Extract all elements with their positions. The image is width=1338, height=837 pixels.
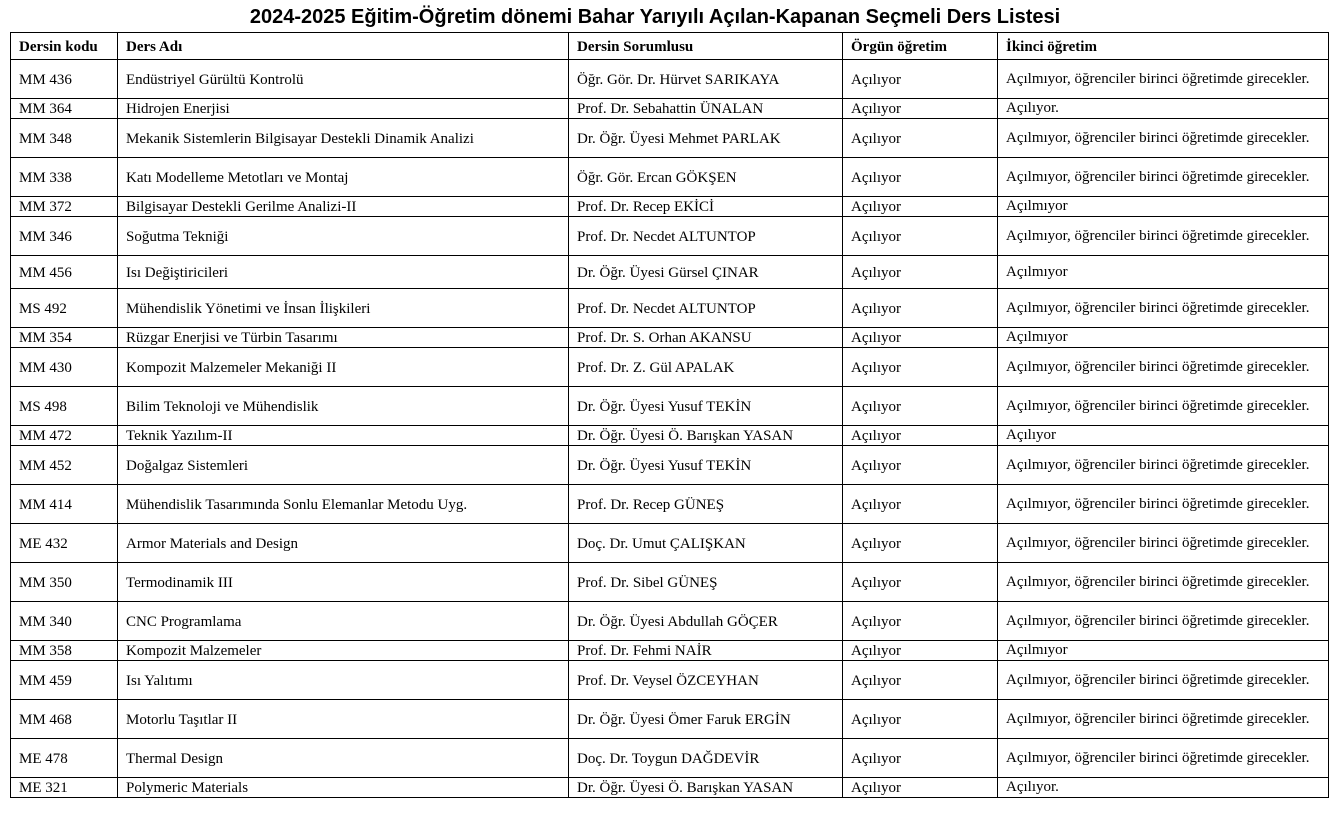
evening-status-cell: Açılmıyor, öğrenciler birinci öğretimde girecekler. bbox=[998, 700, 1329, 739]
course-name-cell: Teknik Yazılım-II bbox=[118, 426, 569, 446]
instructor-cell: Prof. Dr. S. Orhan AKANSU bbox=[569, 328, 843, 348]
table-row bbox=[11, 217, 1329, 256]
instructor-cell: Öğr. Gör. Dr. Hürvet SARIKAYA bbox=[569, 60, 843, 99]
course-name-cell: Thermal Design bbox=[118, 739, 569, 778]
evening-status-cell: Açılıyor. bbox=[998, 778, 1329, 798]
course-code-cell: MM 436 bbox=[11, 60, 118, 99]
course-name-cell: Katı Modelleme Metotları ve Montaj bbox=[118, 158, 569, 197]
course-code-cell: MM 452 bbox=[11, 446, 118, 485]
course-code-cell: MM 459 bbox=[11, 661, 118, 700]
instructor-cell: Doç. Dr. Umut ÇALIŞKAN bbox=[569, 524, 843, 563]
course-name-cell: Rüzgar Enerjisi ve Türbin Tasarımı bbox=[118, 328, 569, 348]
evening-status-cell: Açılmıyor bbox=[998, 197, 1329, 217]
instructor-cell: Öğr. Gör. Ercan GÖKŞEN bbox=[569, 158, 843, 197]
evening-status-cell: Açılmıyor, öğrenciler birinci öğretimde girecekler. bbox=[998, 119, 1329, 158]
formal-status-cell: Açılıyor bbox=[843, 289, 998, 328]
formal-status-cell: Açılıyor bbox=[843, 387, 998, 426]
formal-status-cell: Açılıyor bbox=[843, 700, 998, 739]
course-name-cell: Bilgisayar Destekli Gerilme Analizi-II bbox=[118, 197, 569, 217]
course-code-cell: MM 354 bbox=[11, 328, 118, 348]
instructor-cell: Prof. Dr. Necdet ALTUNTOP bbox=[569, 289, 843, 328]
course-code-cell: MM 468 bbox=[11, 700, 118, 739]
course-code-cell: MM 364 bbox=[11, 99, 118, 119]
formal-status-cell: Açılıyor bbox=[843, 602, 998, 641]
table-header-row bbox=[11, 33, 1329, 60]
column-header-instructor: Dersin Sorumlusu bbox=[569, 33, 843, 60]
formal-status-cell: Açılıyor bbox=[843, 446, 998, 485]
course-table bbox=[10, 32, 1329, 798]
course-name-cell: Termodinamik III bbox=[118, 563, 569, 602]
formal-status-cell: Açılıyor bbox=[843, 197, 998, 217]
course-code-cell: MM 414 bbox=[11, 485, 118, 524]
evening-status-cell: Açılmıyor, öğrenciler birinci öğretimde girecekler. bbox=[998, 602, 1329, 641]
table-row bbox=[11, 348, 1329, 387]
course-code-cell: ME 432 bbox=[11, 524, 118, 563]
course-code-cell: MM 456 bbox=[11, 256, 118, 289]
formal-status-cell: Açılıyor bbox=[843, 158, 998, 197]
evening-status-cell: Açılmıyor, öğrenciler birinci öğretimde girecekler. bbox=[998, 348, 1329, 387]
instructor-cell: Prof. Dr. Recep EKİCİ bbox=[569, 197, 843, 217]
course-code-cell: MM 346 bbox=[11, 217, 118, 256]
column-header-formal-education: Örgün öğretim bbox=[843, 33, 998, 60]
table-row bbox=[11, 426, 1329, 446]
instructor-cell: Prof. Dr. Veysel ÖZCEYHAN bbox=[569, 661, 843, 700]
course-name-cell: Soğutma Tekniği bbox=[118, 217, 569, 256]
page-title: 2024-2025 Eğitim-Öğretim dönemi Bahar Yarıyılı Açılan-Kapanan Seçmeli Ders Listesi bbox=[249, 6, 1061, 28]
instructor-cell: Prof. Dr. Z. Gül APALAK bbox=[569, 348, 843, 387]
course-name-cell: Kompozit Malzemeler Mekaniği II bbox=[118, 348, 569, 387]
instructor-cell: Prof. Dr. Sibel GÜNEŞ bbox=[569, 563, 843, 602]
table-row bbox=[11, 197, 1329, 217]
column-header-course-name: Ders Adı bbox=[118, 33, 569, 60]
table-row bbox=[11, 778, 1329, 798]
evening-status-cell: Açılmıyor, öğrenciler birinci öğretimde girecekler. bbox=[998, 739, 1329, 778]
formal-status-cell: Açılıyor bbox=[843, 217, 998, 256]
instructor-cell: Prof. Dr. Fehmi NAİR bbox=[569, 641, 843, 661]
course-code-cell: MM 358 bbox=[11, 641, 118, 661]
table-row bbox=[11, 446, 1329, 485]
evening-status-cell: Açılmıyor, öğrenciler birinci öğretimde girecekler. bbox=[998, 158, 1329, 197]
evening-status-cell: Açılmıyor bbox=[998, 328, 1329, 348]
course-name-cell: Isı Yalıtımı bbox=[118, 661, 569, 700]
table-row bbox=[11, 99, 1329, 119]
course-code-cell: MM 348 bbox=[11, 119, 118, 158]
formal-status-cell: Açılıyor bbox=[843, 524, 998, 563]
course-name-cell: Kompozit Malzemeler bbox=[118, 641, 569, 661]
table-row bbox=[11, 387, 1329, 426]
formal-status-cell: Açılıyor bbox=[843, 99, 998, 119]
formal-status-cell: Açılıyor bbox=[843, 60, 998, 99]
instructor-cell: Prof. Dr. Sebahattin ÜNALAN bbox=[569, 99, 843, 119]
course-code-cell: MM 430 bbox=[11, 348, 118, 387]
course-code-cell: MM 372 bbox=[11, 197, 118, 217]
formal-status-cell: Açılıyor bbox=[843, 485, 998, 524]
evening-status-cell: Açılmıyor, öğrenciler birinci öğretimde girecekler. bbox=[998, 661, 1329, 700]
course-name-cell: Bilim Teknoloji ve Mühendislik bbox=[118, 387, 569, 426]
course-name-cell: Hidrojen Enerjisi bbox=[118, 99, 569, 119]
instructor-cell: Dr. Öğr. Üyesi Abdullah GÖÇER bbox=[569, 602, 843, 641]
evening-status-cell: Açılmıyor, öğrenciler birinci öğretimde girecekler. bbox=[998, 387, 1329, 426]
instructor-cell: Dr. Öğr. Üyesi Gürsel ÇINAR bbox=[569, 256, 843, 289]
formal-status-cell: Açılıyor bbox=[843, 348, 998, 387]
evening-status-cell: Açılmıyor bbox=[998, 641, 1329, 661]
course-code-cell: MM 350 bbox=[11, 563, 118, 602]
column-header-evening-education: İkinci öğretim bbox=[998, 33, 1329, 60]
instructor-cell: Dr. Öğr. Üyesi Ömer Faruk ERGİN bbox=[569, 700, 843, 739]
table-row bbox=[11, 641, 1329, 661]
table-row bbox=[11, 739, 1329, 778]
course-code-cell: MM 472 bbox=[11, 426, 118, 446]
course-name-cell: Mekanik Sistemlerin Bilgisayar Destekli Dinamik Analizi bbox=[118, 119, 569, 158]
column-header-course-code: Dersin kodu bbox=[11, 33, 118, 60]
instructor-cell: Dr. Öğr. Üyesi Ö. Barışkan YASAN bbox=[569, 778, 843, 798]
course-name-cell: Motorlu Taşıtlar II bbox=[118, 700, 569, 739]
instructor-cell: Dr. Öğr. Üyesi Ö. Barışkan YASAN bbox=[569, 426, 843, 446]
evening-status-cell: Açılmıyor, öğrenciler birinci öğretimde girecekler. bbox=[998, 524, 1329, 563]
formal-status-cell: Açılıyor bbox=[843, 563, 998, 602]
table-row bbox=[11, 119, 1329, 158]
course-name-cell: Isı Değiştiricileri bbox=[118, 256, 569, 289]
course-code-cell: MS 492 bbox=[11, 289, 118, 328]
evening-status-cell: Açılmıyor, öğrenciler birinci öğretimde girecekler. bbox=[998, 485, 1329, 524]
table-row bbox=[11, 256, 1329, 289]
instructor-cell: Doç. Dr. Toygun DAĞDEVİR bbox=[569, 739, 843, 778]
formal-status-cell: Açılıyor bbox=[843, 426, 998, 446]
instructor-cell: Dr. Öğr. Üyesi Yusuf TEKİN bbox=[569, 387, 843, 426]
table-row bbox=[11, 524, 1329, 563]
table-row bbox=[11, 289, 1329, 328]
formal-status-cell: Açılıyor bbox=[843, 661, 998, 700]
course-name-cell: CNC Programlama bbox=[118, 602, 569, 641]
table-row bbox=[11, 563, 1329, 602]
table-row bbox=[11, 60, 1329, 99]
formal-status-cell: Açılıyor bbox=[843, 119, 998, 158]
course-code-cell: ME 478 bbox=[11, 739, 118, 778]
instructor-cell: Prof. Dr. Recep GÜNEŞ bbox=[569, 485, 843, 524]
evening-status-cell: Açılmıyor, öğrenciler birinci öğretimde girecekler. bbox=[998, 563, 1329, 602]
course-code-cell: MS 498 bbox=[11, 387, 118, 426]
course-name-cell: Armor Materials and Design bbox=[118, 524, 569, 563]
course-name-cell: Doğalgaz Sistemleri bbox=[118, 446, 569, 485]
table-row bbox=[11, 158, 1329, 197]
instructor-cell: Dr. Öğr. Üyesi Yusuf TEKİN bbox=[569, 446, 843, 485]
evening-status-cell: Açılmıyor, öğrenciler birinci öğretimde girecekler. bbox=[998, 217, 1329, 256]
course-name-cell: Mühendislik Tasarımında Sonlu Elemanlar Metodu Uyg. bbox=[118, 485, 569, 524]
formal-status-cell: Açılıyor bbox=[843, 778, 998, 798]
table-row bbox=[11, 328, 1329, 348]
table-row bbox=[11, 661, 1329, 700]
formal-status-cell: Açılıyor bbox=[843, 739, 998, 778]
course-name-cell: Mühendislik Yönetimi ve İnsan İlişkileri bbox=[118, 289, 569, 328]
evening-status-cell: Açılmıyor bbox=[998, 256, 1329, 289]
evening-status-cell: Açılıyor bbox=[998, 426, 1329, 446]
course-code-cell: MM 340 bbox=[11, 602, 118, 641]
evening-status-cell: Açılmıyor, öğrenciler birinci öğretimde girecekler. bbox=[998, 60, 1329, 99]
formal-status-cell: Açılıyor bbox=[843, 256, 998, 289]
instructor-cell: Dr. Öğr. Üyesi Mehmet PARLAK bbox=[569, 119, 843, 158]
formal-status-cell: Açılıyor bbox=[843, 641, 998, 661]
table-row bbox=[11, 602, 1329, 641]
table-row bbox=[11, 700, 1329, 739]
evening-status-cell: Açılmıyor, öğrenciler birinci öğretimde girecekler. bbox=[998, 446, 1329, 485]
table-row bbox=[11, 485, 1329, 524]
course-code-cell: ME 321 bbox=[11, 778, 118, 798]
course-code-cell: MM 338 bbox=[11, 158, 118, 197]
formal-status-cell: Açılıyor bbox=[843, 328, 998, 348]
course-name-cell: Endüstriyel Gürültü Kontrolü bbox=[118, 60, 569, 99]
instructor-cell: Prof. Dr. Necdet ALTUNTOP bbox=[569, 217, 843, 256]
evening-status-cell: Açılmıyor, öğrenciler birinci öğretimde girecekler. bbox=[998, 289, 1329, 328]
evening-status-cell: Açılıyor. bbox=[998, 99, 1329, 119]
course-name-cell: Polymeric Materials bbox=[118, 778, 569, 798]
